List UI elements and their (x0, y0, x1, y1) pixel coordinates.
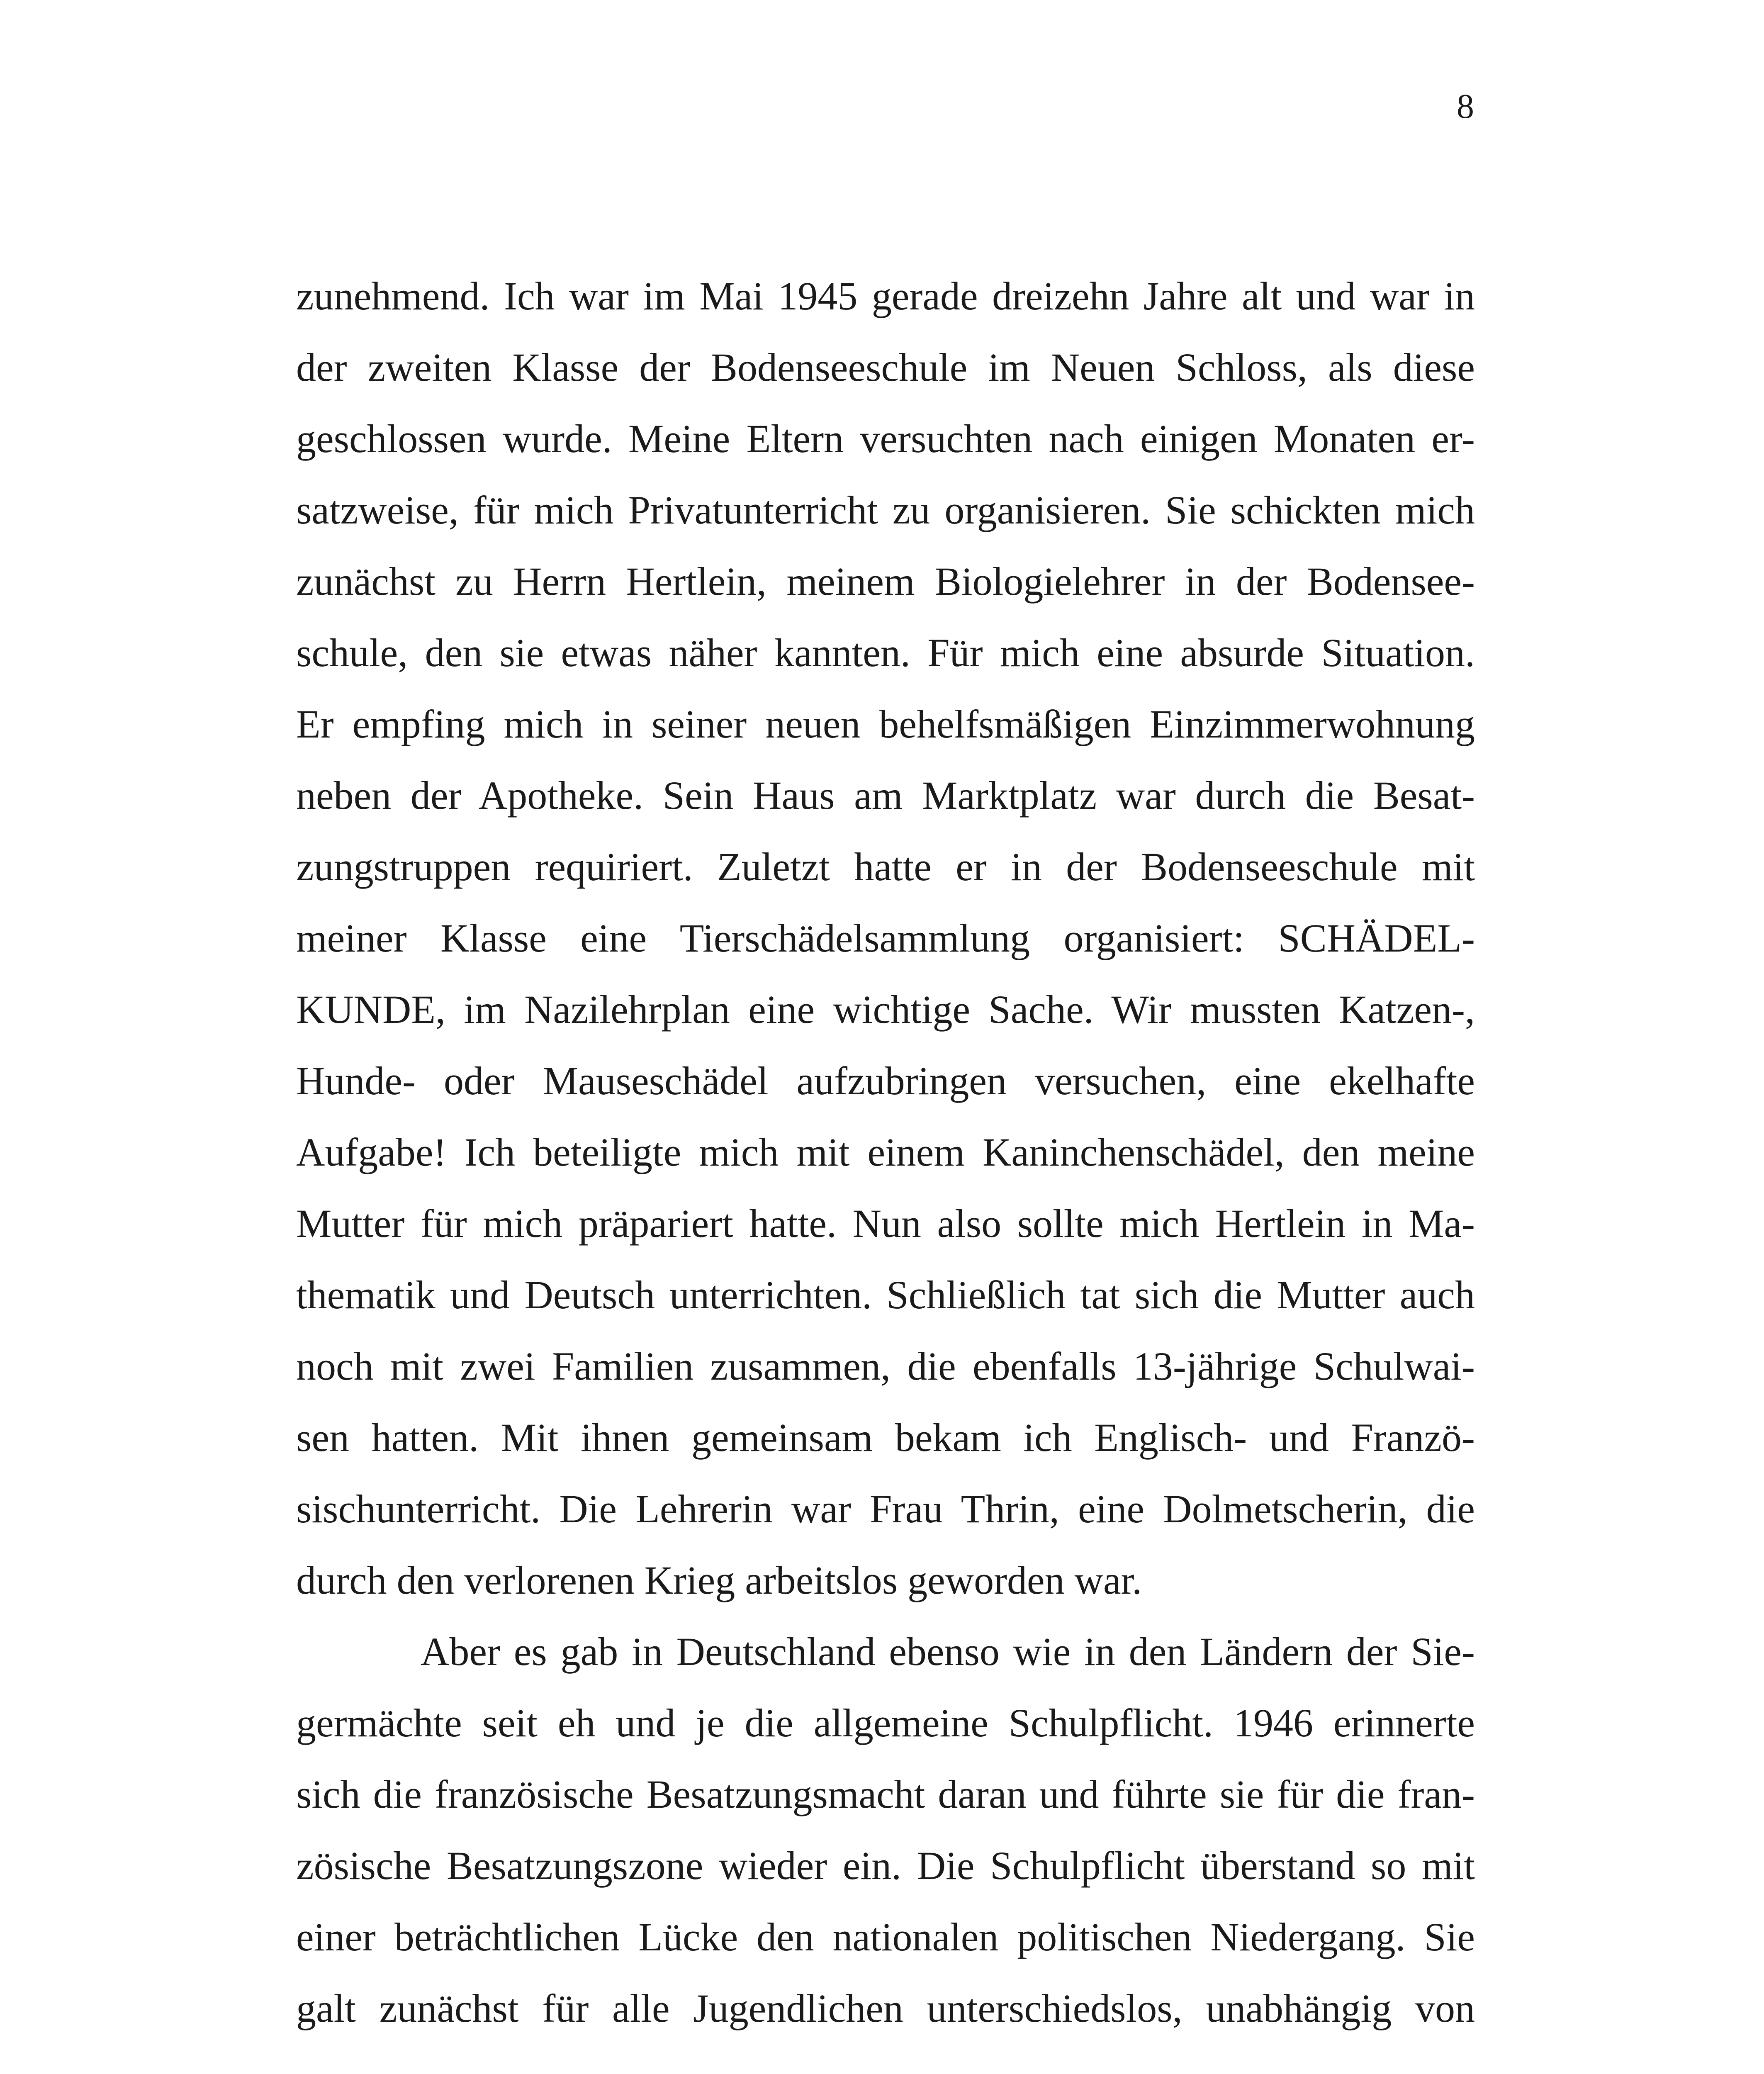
text-line: sich die französische Besatzungsmacht daran und führte sie für die fran- (296, 1772, 1475, 1816)
text-line-paragraph-start: Aber es gab in Deutschland ebenso wie in den Ländern der Sie- (421, 1629, 1475, 1674)
text-line: meiner Klasse eine Tierschädelsammlung organisiert: SCHÄDEL- (296, 916, 1475, 960)
text-line: galt zunächst für alle Jugendlichen unterschiedslos, unabhängig von (296, 1986, 1475, 2030)
text-line: zösische Besatzungszone wieder ein. Die Schulpflicht überstand so mit (296, 1843, 1475, 1888)
text-line: zunehmend. Ich war im Mai 1945 gerade dreizehn Jahre alt und war in (296, 274, 1475, 318)
text-line: Mutter für mich präpariert hatte. Nun also sollte mich Hertlein in Ma- (296, 1201, 1475, 1246)
text-line: einer beträchtlichen Lücke den nationalen politischen Niedergang. Sie (296, 1915, 1475, 1959)
text-line: der zweiten Klasse der Bodenseeschule im Neuen Schloss, als diese (296, 345, 1475, 389)
text-line: zunächst zu Herrn Hertlein, meinem Biologielehrer in der Bodensee- (296, 559, 1475, 604)
text-line: Aufgabe! Ich beteiligte mich mit einem Kaninchenschädel, den meine (296, 1130, 1475, 1174)
text-line: Er empfing mich in seiner neuen behelfsmäßigen Einzimmerwohnung (296, 702, 1475, 746)
body-text (296, 260, 1475, 2044)
text-line: thematik und Deutsch unterrichten. Schließlich tat sich die Mutter auch (296, 1273, 1475, 1317)
text-line: noch mit zwei Familien zusammen, die ebenfalls 13-jährige Schulwai- (296, 1344, 1475, 1388)
text-line: zungstruppen requiriert. Zuletzt hatte er in der Bodenseeschule mit (296, 845, 1475, 889)
text-line: sischunterricht. Die Lehrerin war Frau Thrin, eine Dolmetscherin, die (296, 1487, 1475, 1531)
text-line: sen hatten. Mit ihnen gemeinsam bekam ich Englisch- und Franzö- (296, 1415, 1475, 1460)
page-number: 8 (1457, 87, 1474, 126)
text-line: Hunde- oder Mauseschädel aufzubringen versuchen, eine ekelhafte (296, 1059, 1475, 1103)
text-line: neben der Apotheke. Sein Haus am Marktplatz war durch die Besat- (296, 773, 1475, 818)
text-line: satzweise, für mich Privatunterricht zu organisieren. Sie schickten mich (296, 488, 1475, 532)
text-line: KUNDE, im Nazilehrplan eine wichtige Sache. Wir mussten Katzen-, (296, 987, 1475, 1032)
text-line: geschlossen wurde. Meine Eltern versuchten nach einigen Monaten er- (296, 416, 1475, 461)
text-line: schule, den sie etwas näher kannten. Für mich eine absurde Situation. (296, 630, 1475, 675)
text-line: germächte seit eh und je die allgemeine Schulpflicht. 1946 erinnerte (296, 1701, 1475, 1745)
text-line-paragraph-end: durch den verlorenen Krieg arbeitslos geworden war. (296, 1558, 1142, 1602)
